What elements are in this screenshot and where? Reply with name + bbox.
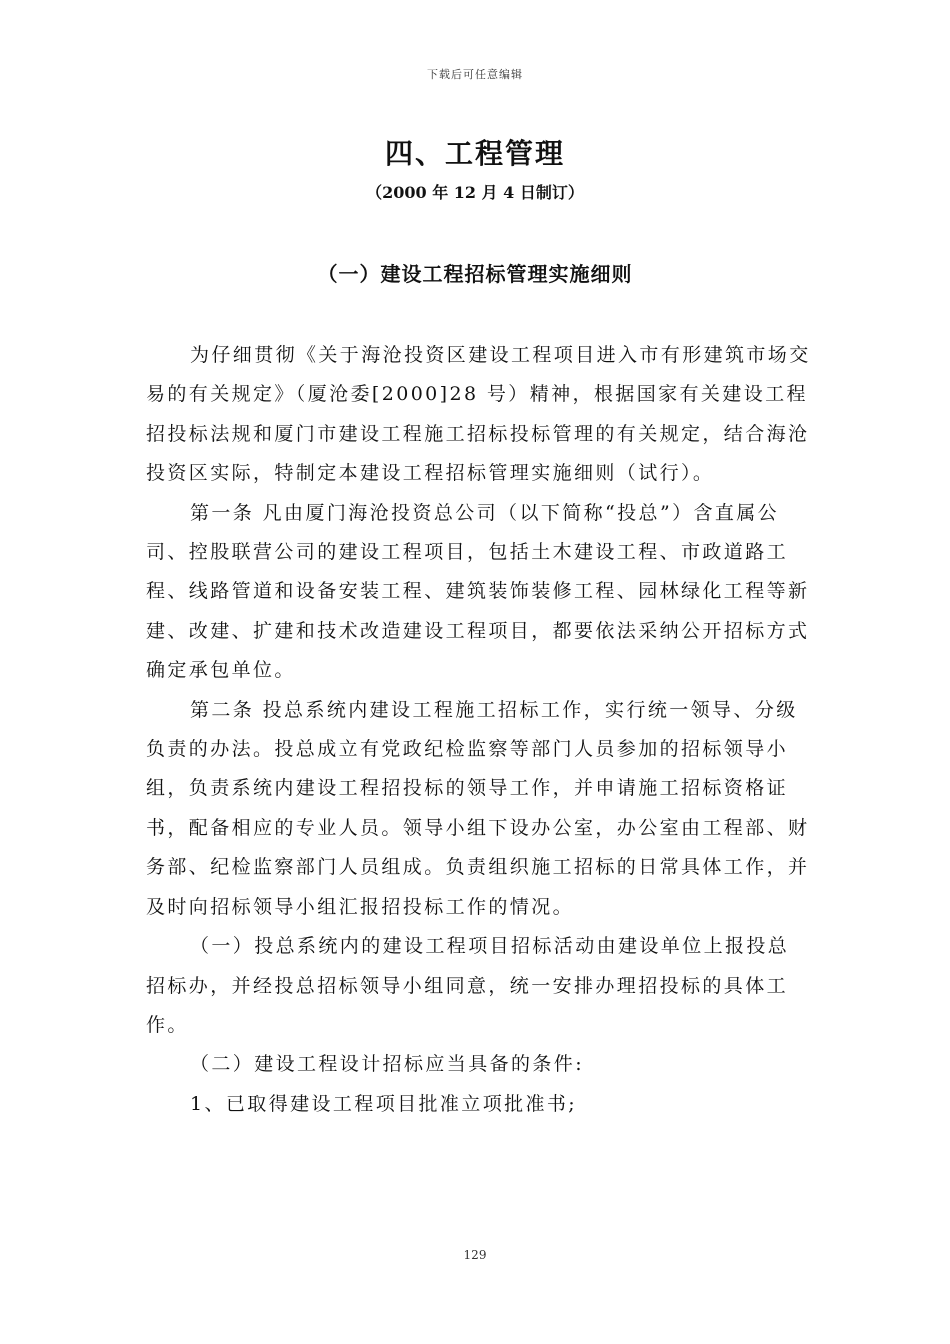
paragraph-condition-1: 1、已取得建设工程项目批准立项批准书; [190,1092,578,1115]
header-note: 下载后可任意编辑 [427,68,523,81]
page-title: 四、工程管理 [384,137,565,170]
paragraph-item-1: （一）投总系统内的建设工程项目招标活动由建设单位上报投总 [190,935,790,958]
document-body [146,336,814,1124]
page-subtitle: （2000 年 12 月 4 日制订） [366,183,584,202]
paragraph-intro: 为仔细贯彻《关于海沧投资区建设工程项目进入市有形建筑市场交易的有关规定》（厦沧委[2000]28 号）精神，根据国家有关建设工程招投标法规和厦门市建设工程施工招标投标管理的有关规定，结合海沧投资区实际，特制定本建设工程招标管理实施细则（试行）。 [146,344,811,485]
paragraph-item-1-continued: 招标办，并经投总招标领导小组同意，统一安排办理招投标的具体工作。 [146,974,789,1036]
page-number: 129 [463,1248,487,1262]
paragraph-article-2: 第二条 投总系统内建设工程施工招标工作，实行统一领导、分级负责的办法。投总成立有党政纪检监察等部门人员参加的招标领导小组，负责系统内建设工程招投标的领导工作，并申请施工招标资格证书，配备相应的专业人员。领导小组下设办公室，办公室由工程部、财务部、纪检监察部门人员组成。负责组织施工招标的日常具体工作，并及时向招标领导小组汇报招投标工作的情况。 [146,698,810,918]
section-title: （一）建设工程招标管理实施细则 [317,262,633,286]
paragraph-article-1: 第一条 凡由厦门海沧投资总公司（以下简称“投总”）含直属公司、控股联营公司的建设工程项目，包括土木建设工程、市政道路工程、线路管道和设备安装工程、建筑装饰装修工程、园林绿化工程等新建、改建、扩建和技术改造建设工程项目，都要依法采纳公开招标方式确定承包单位。 [146,501,810,682]
paragraph-item-2: （二）建设工程设计招标应当具备的条件: [190,1053,585,1076]
